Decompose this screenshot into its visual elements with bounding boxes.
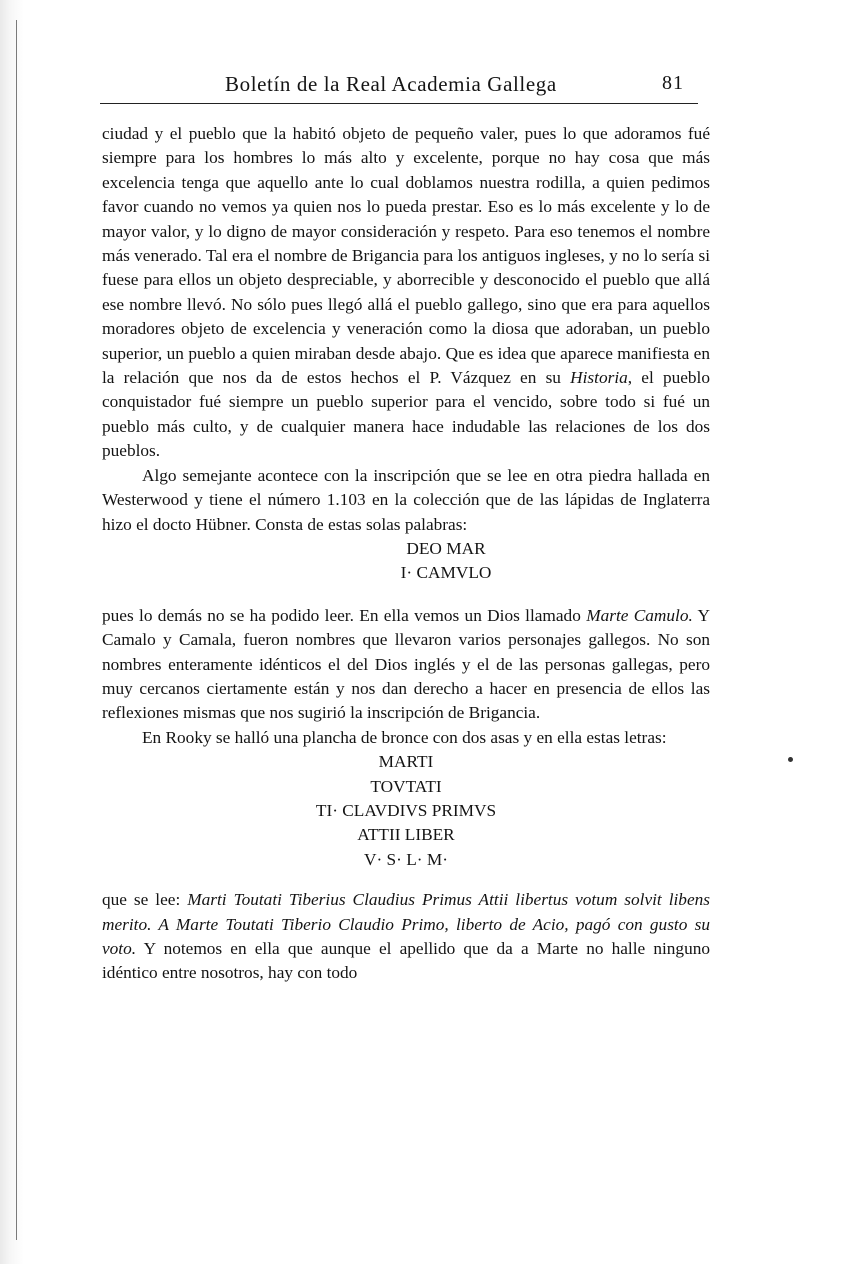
paragraph-5-text: que se lee: — [102, 890, 188, 910]
inscription-2-line-4: ATTII LIBER — [357, 825, 455, 845]
paragraph-5 — [102, 888, 710, 986]
paragraph-1-text: ciudad y el pueblo que la habitó objeto de pequeño valer, pues lo que adoramos fué siempre para los hombres lo más alto y excelente, porque no hay cosa que más excelencia tenga que aquello ante lo cual doblamos nuestra rodilla, a quien pedimos favor cuando no vemos ya quien nos lo pueda prestar. Eso es lo más excelente y lo de mayor valor, y lo digno de mayor consideración y respeto. Para eso tenemos el nombre más venerado. Tal era el nombre de Brigancia para los antiguos ingleses, y no lo sería si fuese para ellos un objeto despreciable, y aborrecible y desconocido el pueblo que allá ese nombre llevó. No sólo pues llegó allá el pueblo gallego, sino que era para aquellos moradores objeto de excelencia y veneración como la diosa que adoraban, un pueblo superior, un pueblo a quien miraban desde abajo. Que es idea que aparece manifiesta en la relación que nos da de estos hechos el P. Vázquez en su — [102, 124, 710, 388]
inscription-2 — [102, 750, 710, 872]
inscription-2-line-1: MARTI — [378, 752, 434, 772]
page-header — [100, 72, 710, 102]
inscription-1 — [102, 537, 710, 586]
running-title: Boletín de la Real Academia Gallega — [225, 72, 557, 96]
page-number: 81 — [662, 72, 684, 94]
paragraph-3-text: pues lo demás no se ha podido leer. En ella vemos un Dios llamado — [102, 605, 587, 625]
latin-reading-italic: Marti Toutati Tiberius Claudius Primus Attii libertus votum solvit libens merito. A Marte Toutati Tiberio Claudio Primo, liberto de Acio, pagó con gusto su voto. — [102, 890, 710, 958]
margin-speck — [788, 757, 793, 762]
page-left-edge — [0, 0, 24, 1264]
inscription-1-line-1: DEO MAR — [406, 538, 486, 558]
paragraph-4: En Rooky se halló una plancha de bronce con dos asas y en ella estas letras: — [142, 727, 667, 747]
binding-line — [16, 20, 17, 1240]
body-text — [102, 122, 710, 986]
historia-italic: Historia — [570, 368, 628, 388]
inscription-2-line-2: TOVTATI — [370, 776, 442, 796]
inscription-2-line-5: V· S· L· M· — [364, 849, 448, 869]
header-rule — [100, 103, 698, 104]
inscription-2-line-3: TI· CLAVDIVS PRIMVS — [315, 800, 497, 820]
marte-camulo-italic: Marte Camulo. — [586, 605, 693, 625]
paragraph-3-end: Y Camalo y Camala, fueron nombres que llevaron varios personajes gallegos. No son nombres enteramente idénticos el del Dios inglés y el de las personas gallegas, pero muy cercanos ciertamente están y nos dan derecho a hacer en presencia de ellos las reflexiones mismas que nos sugirió la inscripción de Brigancia. — [102, 605, 711, 723]
paragraph-1-end: , el pueblo conquistador fué siempre un pueblo superior para el vencido, sobre todo si fué un pueblo más culto, y de cualquier manera hace indudable las relaciones de los dos pueblos. — [102, 368, 710, 461]
paragraph-5-end: Y notemos en ella que aunque el apellido que da a Marte no halle ninguno idéntico entre nosotros, hay con todo — [102, 939, 710, 983]
inscription-1-line-2: I· CAMVLO — [400, 563, 492, 583]
paragraph-3 — [102, 604, 710, 726]
paragraph-2: Algo semejante acontece con la inscripción que se lee en otra piedra hallada en Westerwood y tiene el número 1.103 en la colección que de las lápidas de Inglaterra hizo el docto Hübner. Consta de estas solas palabras: — [102, 465, 710, 534]
paragraph-1 — [102, 122, 710, 464]
